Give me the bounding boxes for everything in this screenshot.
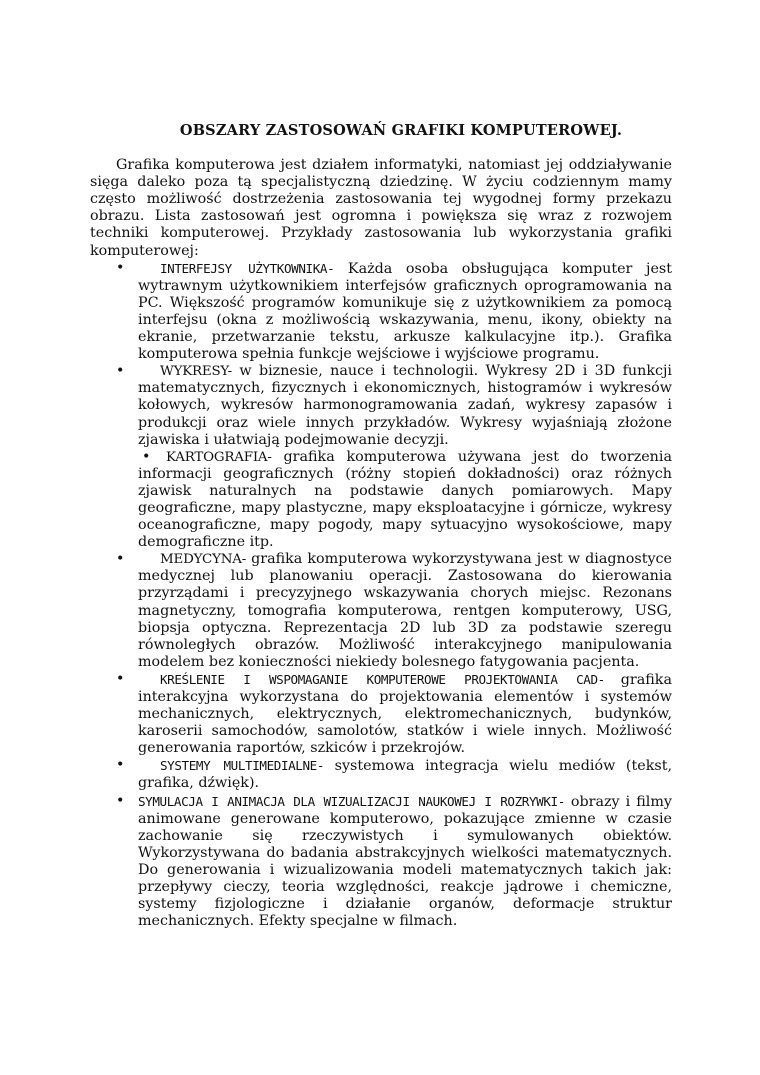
document-title: OBSZARY ZASTOSOWAŃ GRAFIKI KOMPUTEROWEJ. [179,122,623,139]
list-item-multimedia [90,757,672,792]
applications-list [90,260,672,931]
bullet-icon: • [116,363,125,380]
bullet-icon: • [116,792,125,809]
item-text: grafika komputerowa używana jest do tworzenia informacji geograficznych (różny stopień dokładności) oraz różnych zjawisk naturalnych na podstawie danych pomiarowych. Mapy geograficzne, mapy plastyczne, mapy eksploatacyjne i górnicze, wykresy oceanograficzne, mapy pogody, mapy sytuacyjno wysokościowe, mapy demograficzne itp. [138,448,672,551]
item-heading: KARTOGRAFIA- [166,449,272,465]
bullet-icon: • [116,670,125,687]
list-item-interfaces [90,260,672,364]
item-heading: MEDYCYNA- [160,552,247,568]
item-text: grafika komputerowa wykorzystywana jest w diagnostyce medycznej lub planowaniu operacji. Zastosowana do kierowania przyrządami i precyzyjnego wskazywania chorych miejsc. Rezonans magnetyczny, tomografia komputerowa, rentgen komputerowy, USG, biopsja optyczna. Reprezentacja 2D lub 3D za podstawie szeregu równoległych obrazów. Możliwość interakcyjnego manipulowania modelem bez konieczności niekiedy bolesnego fatygowania pacjenta. [138,551,672,670]
item-heading: SYMULACJA I ANIMACJA DLA WIZUALIZACJI NAUKOWEJ I ROZRYWKI- [138,793,565,809]
document-page [90,122,672,930]
item-text: w biznesie, nauce i technologii. Wykresy 2D i 3D funkcji matematycznych, fizycznych i ekonomicznych, histogramów i wykresów kołowych, wykresów harmonogramowania zadań, wykresy zapasów i produkcji oraz wiele innych przykładów. Wykresy wyjaśniają złożone zjawiska i ułatwiają podejmowanie decyzji. [138,363,672,448]
item-text: Każda osoba obsługująca komputer jest wytrawnym użytkownikiem interfejsów graficznych oprogramowania na PC. Większość programów komunikuje się z użytkownikiem za pomocą interfejsu (okna z możliwością wskazywania, menu, ikony, obiekty na ekranie, przetwarzanie tekstu, arkusze kalkulacyjne itp.). Grafika komputerowa spełnia funkcje wejściowe i wyjściowe programu. [138,260,672,363]
item-heading: SYSTEMY MULTIMEDIALNE- [160,758,325,774]
bullet-icon: • [116,757,125,774]
item-heading: WYKRESY- [160,364,232,380]
list-item-charts [90,363,672,448]
item-heading: KREŚLENIE I WSPOMAGANIE KOMPUTEROWE PROJEKTOWANIA CAD- [160,671,605,687]
bullet-icon: • [142,448,151,465]
list-item-cad [90,671,672,757]
bullet-icon: • [116,259,125,276]
intro-paragraph: Grafika komputerowa jest działem informatyki, natomiast jej oddziaływanie sięga daleko poza tą specjalistyczną dziedzinę. W życiu codziennym mamy często możliwość dostrzeżenia zastosowania tej wygodnej formy przekazu obrazu. Lista zastosowań jest ogromna i powiększa się wraz z rozwojem techniki komputerowej. Przykłady zastosowania lub wykorzystania grafiki komputerowej: [90,157,672,259]
item-text: systemowa integracja wielu mediów (tekst, grafika, dźwięk). [138,758,672,792]
list-item-cartography [90,449,672,552]
item-text: grafika interakcyjna wykorzystana do projektowania elementów i systemów mechanicznych, elektrycznych, elektromechanicznych, budynków, karoserii samochodów, samolotów, statków i wiele innych. Możliwość generowania raportów, szkiców i przekrojów. [138,671,672,757]
bullet-icon: • [116,551,125,568]
item-text: obrazy i filmy animowane generowane komputerowo, pokazujące zmienne w czasie zachowanie się rzeczywistych i symulowanych obiektów. Wykorzystywana do badania abstrakcyjnych wielkości matematycznych. Do generowania i wizualizowania modeli matematycznych takich jak: przepływy cieczy, teoria względności, reakcje jądrowe i chemiczne, systemy fizjologiczne i działanie organów, deformacje struktur mechanicznych. Efekty specjalne w filmach. [138,793,672,930]
item-heading: INTERFEJSY UŻYTKOWNIKA- [160,260,335,276]
list-item-simulation [90,793,672,931]
list-item-medicine [90,551,672,671]
